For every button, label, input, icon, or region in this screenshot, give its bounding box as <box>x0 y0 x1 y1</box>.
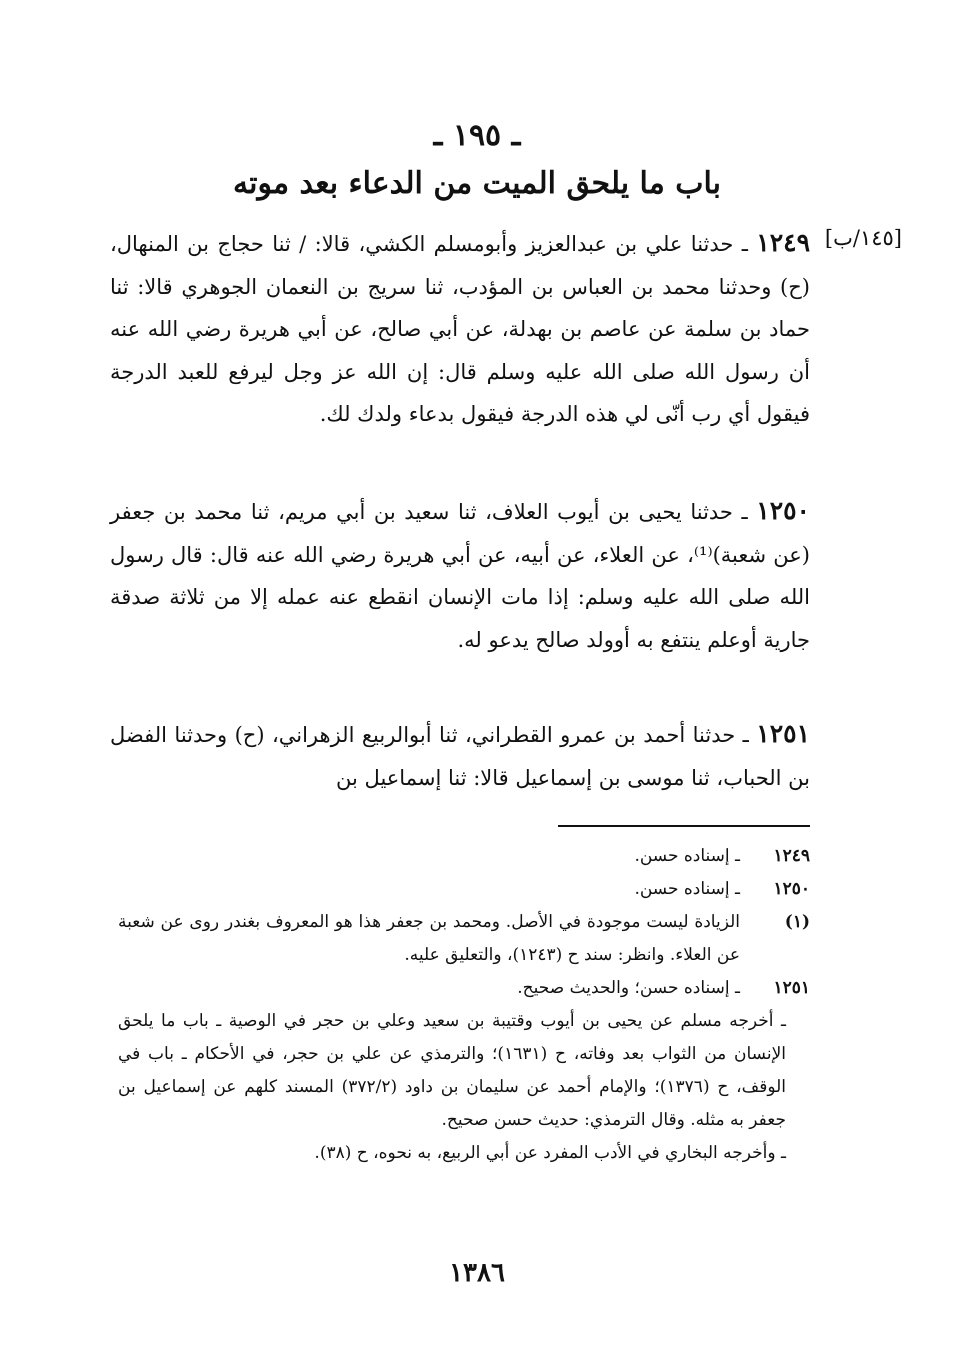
footnote-1 <box>118 906 810 972</box>
footnote-text: ـ إسناده حسن. <box>634 879 740 899</box>
hadith-number: ١٢٥٠ <box>756 496 810 525</box>
footnote-1249 <box>118 840 810 873</box>
footnote-1250 <box>118 873 810 906</box>
footnote-1251 <box>118 972 810 1005</box>
hadith-1249 <box>110 222 810 436</box>
hadith-1250 <box>110 490 810 661</box>
footnote-text: ـ إسناده حسن؛ والحديث صحيح. <box>517 978 740 998</box>
footnote-divider <box>558 825 810 827</box>
chapter-number: ـ ١٩٥ ـ <box>433 118 521 153</box>
footnote-1251-source-1: ـ أخرجه مسلم عن يحيى بن أيوب وقتيبة بن سعيد وعلي بن حجر في الوصية ـ باب ما يلحق الإنسان من الثواب بعد وفاته، ح (١٦٣١)؛ والترمذي عن علي بن حجر، في الأحكام ـ باب في الوقف، ح (١٣٧٦)؛ والإمام أحمد عن سليمان بن داود (٣٧٢/٢) المسند كلهم عن إسماعيل بن جعفر به مثله. وقال الترمذي: حديث حسن صحيح. <box>118 1011 787 1130</box>
footnote-number: (١) <box>784 912 810 932</box>
footnote-text: ـ إسناده حسن. <box>634 846 740 866</box>
hadith-1251 <box>110 713 810 799</box>
footnote-number: ١٢٥٠ <box>773 879 810 899</box>
hadith-text: ـ حدثنا يحيى بن أيوب العلاف، ثنا سعيد بن أبي مريم، ثنا محمد بن جعفر (عن شعبة)⁽¹⁾، عن العلاء، عن أبيه، عن أبي هريرة رضي الله عنه قال: قال رسول الله صلى الله عليه وسلم: إذا مات الإنسان انقطع عنه عمله إلا من ثلاثة صدقة جارية أوعلم ينتفع به أوولد صالح يدعو له. <box>110 500 810 652</box>
manuscript-folio-ref: [١٤٥/ب] <box>824 226 902 250</box>
footnote-text: الزيادة ليست موجودة في الأصل. ومحمد بن جعفر هذا هو المعروف بغندر روى عن شعبة عن العلاء. وانظر: سند ح (١٢٤٣)، والتعليق عليه. <box>118 912 740 965</box>
page-number: ١٣٨٦ <box>449 1258 505 1288</box>
hadith-text: ـ حدثنا أحمد بن عمرو القطراني، ثنا أبوالربيع الزهراني، (ح) وحدثنا الفضل بن الحباب، ثنا موسى بن إسماعيل قالا: ثنا إسماعيل بن <box>110 723 810 790</box>
footnote-1251-source-2: ـ وأخرجه البخاري في الأدب المفرد عن أبي الربيع، به نحوه، ح (٣٨). <box>314 1143 786 1163</box>
hadith-number: ١٢٤٩ <box>756 228 810 257</box>
footnotes <box>118 840 810 1170</box>
hadith-text: ـ حدثنا علي بن عبدالعزيز وأبومسلم الكشي، قالا: / ثنا حجاج بن المنهال، (ح) وحدثنا محمد بن العباس بن المؤدب، ثنا سريج بن النعمان الجوهري قالا: ثنا حماد بن سلمة عن عاصم بن بهدلة، عن أبي صالح، عن أبي هريرة رضي الله عنه أن رسول الله صلى الله عليه وسلم قال: إن الله عز وجل ليرفع للعبد الدرجة فيقول أي رب أنّى لي هذه الدرجة فيقول بدعاء ولدك لك. <box>110 232 810 426</box>
hadith-number: ١٢٥١ <box>756 719 810 748</box>
footnote-number: ١٢٤٩ <box>773 846 810 866</box>
footnote-number: ١٢٥١ <box>773 978 810 998</box>
chapter-title: باب ما يلحق الميت من الدعاء بعد موته <box>233 166 721 201</box>
